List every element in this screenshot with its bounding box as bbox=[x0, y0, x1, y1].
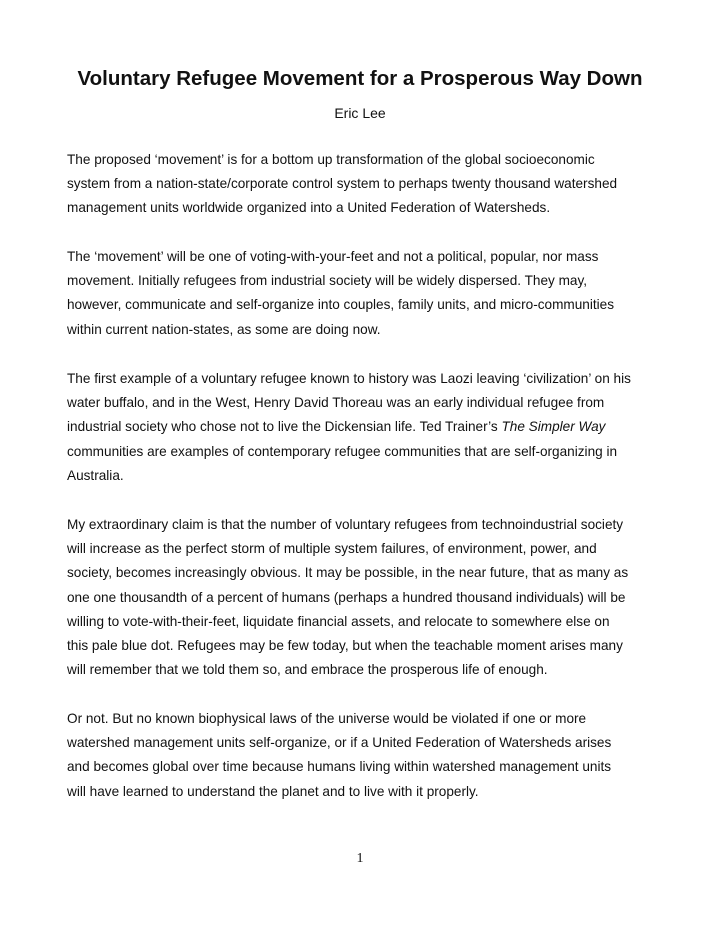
paragraph-3 bbox=[67, 367, 667, 488]
text-line: watershed management units self-organize, or if a United Federation of Watersheds arises bbox=[67, 735, 612, 751]
text-line: movement. Initially refugees from industrial society will be widely dispersed. They may, bbox=[67, 273, 588, 289]
text-line: Or not. But no known biophysical laws of the universe would be violated if one or more bbox=[67, 711, 587, 726]
text-segment: industrial society who chose not to live the Dickensian life. Ted Trainer’s bbox=[67, 419, 502, 435]
text-line: one one thousandth of a percent of humans (perhaps a hundred thousand individuals) will be bbox=[67, 589, 626, 605]
page-number: 1 bbox=[356, 851, 364, 866]
text-line: The ‘movement’ will be one of voting-with-your-feet and not a political, popular, nor mass bbox=[67, 249, 599, 264]
paragraph-4 bbox=[67, 513, 667, 682]
author-name: Eric Lee bbox=[334, 105, 386, 121]
text-line: will have learned to understand the planet and to live with it properly. bbox=[67, 783, 479, 799]
text-line: willing to vote-with-their-feet, liquidate financial assets, and relocate to somewhere else on bbox=[67, 613, 610, 629]
document-title: Voluntary Refugee Movement for a Prosperous Way Down bbox=[77, 67, 643, 90]
text-line-with-book-title bbox=[67, 415, 667, 439]
text-line: will remember that we told them so, and embrace the prosperous life of enough. bbox=[67, 662, 548, 678]
book-title-italic: The Simpler Way bbox=[501, 419, 606, 435]
text-line: water buffalo, and in the West, Henry David Thoreau was an early individual refugee from bbox=[67, 395, 605, 411]
text-line: The first example of a voluntary refugee known to history was Laozi leaving ‘civilization’ on his bbox=[67, 371, 631, 386]
text-line: management units worldwide organized into a United Federation of Watersheds. bbox=[67, 200, 551, 216]
text-line: will increase as the perfect storm of multiple system failures, of environment, power, and bbox=[67, 541, 597, 557]
text-line: society, becomes increasingly obvious. It may be possible, in the near future, that as many as bbox=[67, 565, 629, 581]
text-line: The proposed ‘movement’ is for a bottom up transformation of the global socioeconomic bbox=[67, 152, 595, 167]
text-line: within current nation-states, as some are doing now. bbox=[67, 321, 381, 337]
text-line: system from a nation-state/corporate control system to perhaps twenty thousand watershed bbox=[67, 176, 618, 192]
text-line: communities are examples of contemporary refugee communities that are self-organizing in bbox=[67, 443, 618, 459]
text-line: My extraordinary claim is that the number of voluntary refugees from technoindustrial society bbox=[67, 517, 624, 532]
paragraph-1 bbox=[67, 148, 667, 221]
paragraph-2 bbox=[67, 245, 667, 342]
text-line: Australia. bbox=[67, 467, 124, 483]
text-line: this pale blue dot. Refugees may be few today, but when the teachable moment arises many bbox=[67, 638, 623, 654]
text-line: however, communicate and self-organize into couples, family units, and micro-communities bbox=[67, 297, 615, 313]
paragraph-5 bbox=[67, 707, 667, 804]
text-line: and becomes global over time because humans living within watershed management units bbox=[67, 759, 612, 775]
